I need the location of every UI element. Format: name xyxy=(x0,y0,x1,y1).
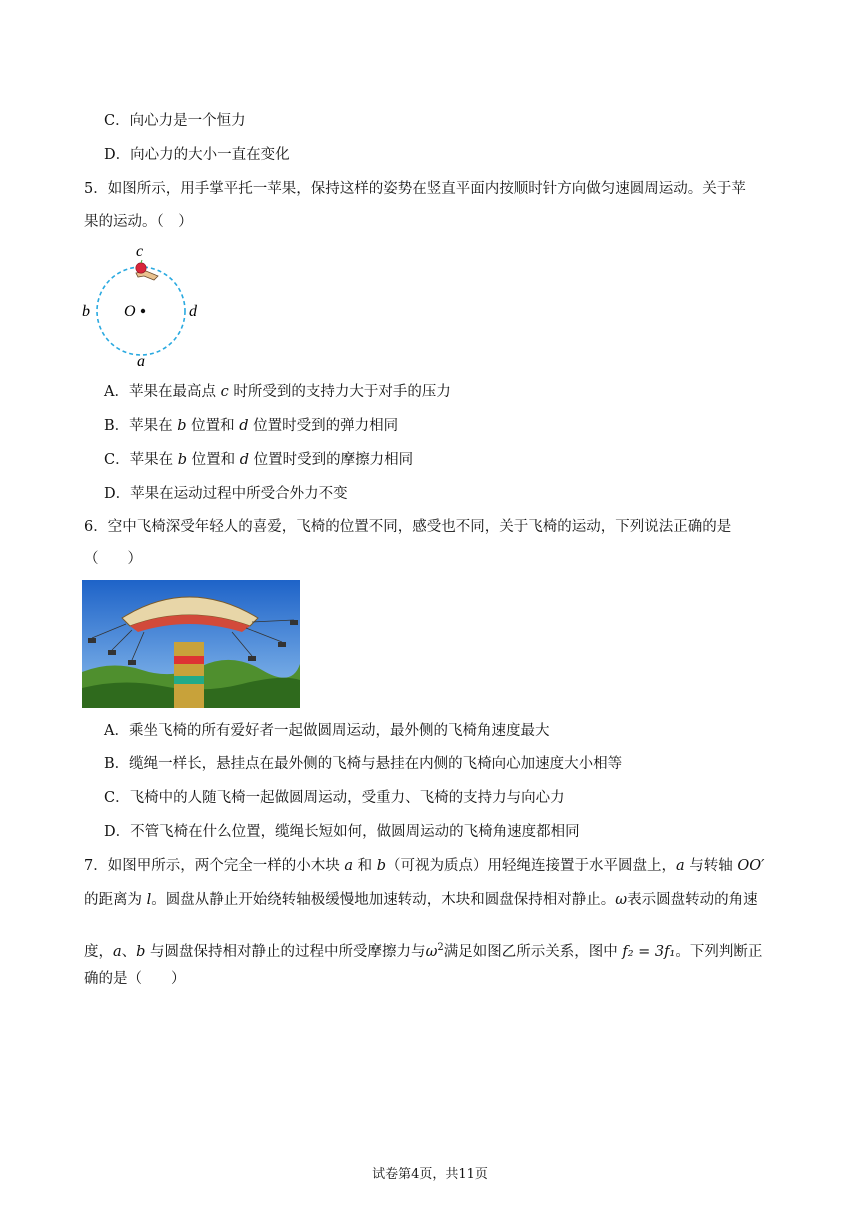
text: 位置和 xyxy=(187,452,240,468)
label-a: a xyxy=(137,353,145,368)
q7-stem-line1 xyxy=(84,856,764,876)
q7-stem-line3 xyxy=(84,938,762,962)
q5-option-d[interactable]: D．苹果在运动过程中所受合外力不变 xyxy=(104,486,348,502)
q5-option-c[interactable] xyxy=(104,450,413,470)
page-footer: 试卷第4页，共11页 xyxy=(372,1167,488,1182)
q6-stem-line2: （ ） xyxy=(84,551,142,567)
var-a: a xyxy=(676,858,685,874)
text: 表示圆盘转动的角速 xyxy=(627,892,758,908)
var-omega: ω xyxy=(425,943,438,960)
text: 满足如图乙所示关系，图中 xyxy=(443,943,623,960)
q4-option-d[interactable]: D．向心力的大小一直在变化 xyxy=(104,147,290,163)
text: 与转轴 xyxy=(684,858,738,874)
var-d: d xyxy=(239,418,249,434)
text: 7．如图甲所示，两个完全一样的小木块 xyxy=(84,858,345,874)
var-d: d xyxy=(239,452,250,468)
var-axis: OO′ xyxy=(737,858,765,874)
var-l: l xyxy=(146,892,152,908)
q6-option-b[interactable]: B．缆绳一样长，悬挂点在最外侧的飞椅与悬挂在内侧的飞椅向心加速度大小相等 xyxy=(104,756,623,772)
label-o: O xyxy=(124,303,136,320)
text: （可视为质点）用轻绳连接置于水平圆盘上， xyxy=(386,858,677,874)
text: 。圆盘从静止开始绕转轴极缓慢地加速转动，木块和圆盘保持相对静止。 xyxy=(151,892,616,908)
q5-stem-line2: 果的运动。（ ） xyxy=(84,214,193,230)
q4-option-c[interactable]: C．向心力是一个恒力 xyxy=(104,113,246,129)
superscript: 2 xyxy=(437,942,444,953)
text: 度， xyxy=(84,943,113,960)
q6-option-c[interactable]: C．飞椅中的人随飞椅一起做圆周运动，受重力、飞椅的支持力与向心力 xyxy=(104,790,565,806)
text: 、 xyxy=(121,943,137,960)
q5-stem-line1: 5．如图所示，用手掌平托一苹果，保持这样的姿势在竖直平面内按顺时针方向做匀速圆周运动。关于苹 xyxy=(84,181,746,197)
hand-with-apple-icon xyxy=(136,260,158,280)
var-omega: ω xyxy=(615,892,628,908)
q6-stem-line1: 6．空中飞椅深受年轻人的喜爱，飞椅的位置不同，感受也不同，关于飞椅的运动，下列说法正确的是 xyxy=(84,519,732,535)
label-c: c xyxy=(136,243,144,260)
text: 位置时受到的弹力相同 xyxy=(248,418,399,434)
q6-option-a[interactable]: A．乘坐飞椅的所有爱好者一起做圆周运动，最外侧的飞椅角速度最大 xyxy=(104,723,550,739)
circle-figure xyxy=(80,240,220,368)
text: B．苹果在 xyxy=(104,418,178,434)
label-d: d xyxy=(189,303,197,320)
var-a: a xyxy=(344,858,353,874)
var-b: b xyxy=(177,418,187,434)
text: 和 xyxy=(353,858,377,874)
q7-stem-line4: 确的是（ ） xyxy=(84,971,186,987)
var-b: b xyxy=(136,943,146,960)
q5-circle-diagram xyxy=(80,240,220,368)
text: 的距离为 xyxy=(84,892,147,908)
q5-option-b[interactable] xyxy=(104,416,398,436)
q5-option-a[interactable] xyxy=(104,382,451,402)
var-a: a xyxy=(113,943,122,960)
formula: f₂ = 3f₁ xyxy=(622,943,676,960)
text: 时所受到的支持力大于对手的压力 xyxy=(228,384,451,400)
var-b: b xyxy=(177,452,188,468)
text: A．苹果在最高点 xyxy=(104,384,221,400)
var-c: c xyxy=(220,384,229,400)
text: 位置时受到的摩擦力相同 xyxy=(249,452,414,468)
text: 。下列判断正 xyxy=(675,943,763,960)
swing-ride-photo xyxy=(82,580,300,708)
text: 位置和 xyxy=(186,418,240,434)
text: 与圆盘保持相对静止的过程中所受摩擦力与 xyxy=(145,943,426,960)
text: C．苹果在 xyxy=(104,452,178,468)
label-b: b xyxy=(82,303,90,320)
swing-ride-image xyxy=(82,580,300,708)
q6-option-d[interactable]: D．不管飞椅在什么位置，缆绳长短如何，做圆周运动的飞椅角速度都相同 xyxy=(104,824,580,840)
q7-stem-line2 xyxy=(84,890,758,910)
var-b: b xyxy=(376,858,387,874)
center-point xyxy=(141,309,145,313)
